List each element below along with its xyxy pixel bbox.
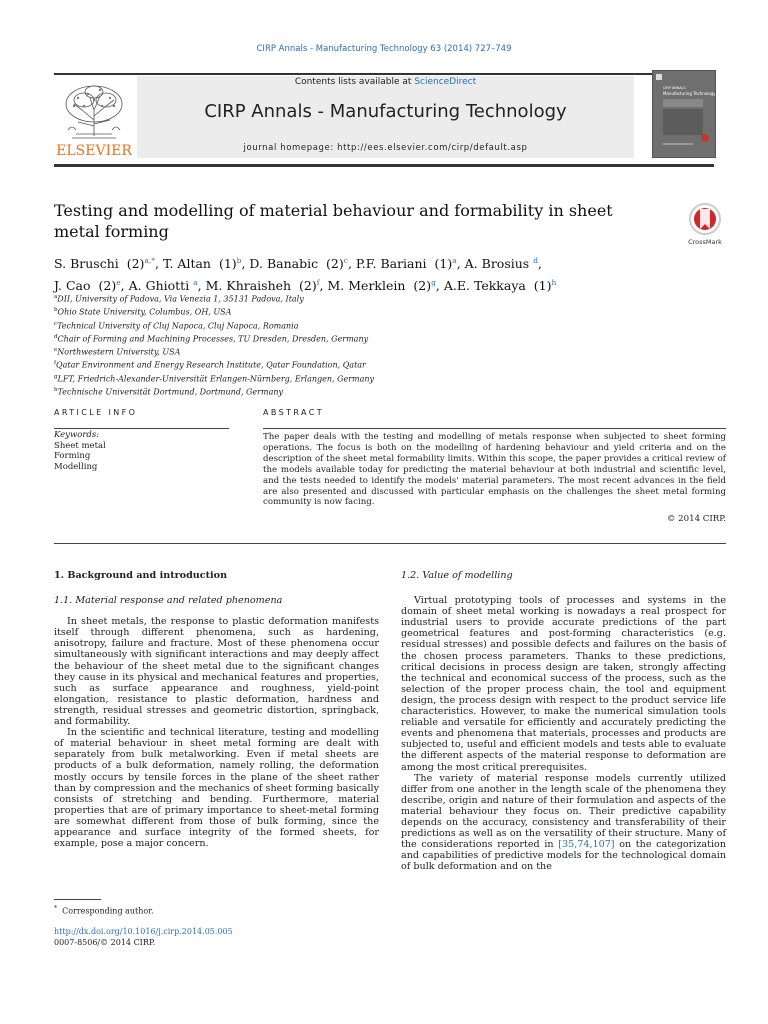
author-affiliation-mark[interactable]: c <box>343 256 348 265</box>
affiliation <box>54 332 714 345</box>
header-rule <box>54 73 714 75</box>
affiliation-key: a <box>54 294 58 300</box>
keyword: Forming <box>54 451 91 461</box>
affiliation <box>54 305 714 318</box>
corresponding-author-mark[interactable]: * <box>151 256 156 265</box>
author-rank: (2) <box>326 256 344 272</box>
body-paragraph: In the scientific and technical literature, testing and modelling of material behaviour in sheet metal forming are dealt with separately from bulk metalworking. Even if metal sheets are products of a bulk deformation, namely rolling, the deformation mostly occurs by tensile forces in the plane of the sheet rather than by compression and the mechanics of sheet forming basically consists of stretching and bending. Furthermore, material properties that are of primary importance to sheet-metal forming are somewhat different from those of bulk forming, since the appearance and surface integrity of the formed sheets, for example, pose a major concern. <box>54 727 379 850</box>
abstract-heading: ABSTRACT <box>263 408 325 417</box>
section-heading: 1. Background and introduction <box>54 570 228 581</box>
author-affiliation-mark[interactable]: g <box>431 278 436 288</box>
contents-line <box>137 77 634 87</box>
author-name: D. Banabic <box>249 256 319 272</box>
author-name: J. Cao <box>54 278 91 294</box>
body-column-left <box>54 560 379 849</box>
author-affiliation-mark[interactable]: a <box>193 278 198 288</box>
author-rank: (2) <box>98 278 117 294</box>
author-list <box>54 251 714 295</box>
body-paragraph: In sheet metals, the response to plastic deformation manifests itself through different phenomena, such as hardening, anisotropy, failure and fracture. Most of these phenomena occur simultaneously with significant interactions and may deeply affect the behaviour of the sheet metal due to the significant changes they cause in its physical and mechanical features and properties, such as surface appearance and roughness, yield-point elongation, resistance to plastic deformation, hardness and strength, residual stresses and geometric distortion, springback, and formability. <box>54 616 379 728</box>
affiliation-key: g <box>54 373 58 380</box>
elsevier-wordmark: ELSEVIER <box>56 143 132 158</box>
journal-reference-link[interactable]: CIRP Annals - Manufacturing Technology 63 (2014) 727–749 <box>256 44 512 54</box>
affiliation <box>54 372 714 385</box>
affiliation-text: Chair of Forming and Machining Processes, TU Dresden, Dresden, Germany <box>57 334 369 344</box>
sciencedirect-link[interactable]: ScienceDirect <box>414 77 477 87</box>
author: T. Altan $(1)^b$, <box>162 256 250 272</box>
header-rule-thick <box>54 164 714 167</box>
author-name: A.E. Tekkaya <box>443 278 526 294</box>
body-column-right <box>401 560 726 872</box>
author: M. Khraisheh $(2)^f$, <box>205 278 328 294</box>
author-affiliation-mark[interactable]: f <box>316 278 320 288</box>
abstract-rule <box>263 428 726 429</box>
cover-title-2: Manufacturing Technology <box>663 91 715 96</box>
author: M. Merklein $(2)^g$, <box>327 278 444 294</box>
author: A. Brosius $^d$, <box>464 256 542 272</box>
cover-title-1: CIRP ANNALS <box>663 86 686 90</box>
affiliation <box>54 358 714 371</box>
footnote-text: Corresponding author. <box>62 906 154 916</box>
author-affiliation-mark[interactable]: h <box>551 278 557 288</box>
author-name: A. Ghiotti <box>128 278 190 294</box>
affiliation-list <box>54 292 714 398</box>
affiliation <box>54 385 714 398</box>
contents-prefix: Contents lists available at <box>294 77 415 87</box>
footnote-mark: * <box>54 905 57 912</box>
journal-cover-thumbnail[interactable] <box>652 70 716 158</box>
affiliation-key: e <box>54 347 58 353</box>
affiliation-key: f <box>54 360 57 367</box>
author-rank: (2) <box>413 278 432 294</box>
journal-homepage[interactable]: journal homepage: http://ees.elsevier.com/cirp/default.asp <box>243 143 528 153</box>
body-paragraph: Virtual prototyping tools of processes and systems in the domain of sheet metal working is nowadays a real prospect for industrial users to provide accurate predictions of the part geometrical features and post-forming characteristics (e.g. residual stresses) and possible defects and failures on the basis of the chosen process parameters. Thanks to these predictions, critical decisions in process design are taken, strongly affecting the technical and economical success of the process, such as the selection of the proper process chain, the tool and equipment design, the process design with respect to the product service life characteristics. However, to make the numerical simulation tools reliable and versatile for efficiently and accurately predicting the events and phenomena that materials, processes and products are subjected to, useful and efficient models and tests able to evaluate the different aspects of the material response to deformation are among the most critical prerequisites. <box>401 595 726 773</box>
issn-line: 0007-8506/© 2014 CIRP. <box>54 938 156 947</box>
footnote-rule <box>54 899 101 900</box>
elsevier-logo[interactable] <box>54 76 134 158</box>
footnote <box>54 905 154 916</box>
affiliation <box>54 292 714 305</box>
paragraph-text: The variety of material response models currently utilized differ from one another in the length scale of the phenomena they describe, origin and nature of their formulation and aspects of the material behaviour they focus on. Their predictive capability depends on the accuracy, consistency and transferability of their predictions as well as on the versatility of their structure. Many of the considerations reported in <box>401 772 726 851</box>
author-affiliation-mark[interactable]: a, <box>144 256 152 265</box>
body-paragraph <box>401 773 726 873</box>
author-rank: (1) <box>533 278 552 294</box>
abstract-copyright: © 2014 CIRP. <box>666 514 726 524</box>
subsection-heading: 1.1. Material response and related phenomena <box>54 595 283 607</box>
affiliation-text: Ohio State University, Columbus, OH, USA <box>57 307 232 317</box>
author-rank: (1) <box>434 256 453 272</box>
affiliation-text: Technical University of Cluj Napoca, Cluj Napoca, Romania <box>57 321 299 331</box>
affiliation-text: Technische Universität Dortmund, Dortmund, Germany <box>57 387 284 397</box>
crossmark-icon <box>683 203 727 247</box>
author: A. Ghiotti $^a$, <box>128 278 206 294</box>
abstract-text: The paper deals with the testing and modelling of metals response when subjected to sheet forming operations. The focus is both on the modelling of hardening behaviour and yield criteria and on the description of the sheet metal formability limits. Within this scope, the paper provides a critical review of the models available today for predicting the material behaviour at both industrial and scientific level, and the tests needed to identify the models' material parameters. The most recent advances in the field are also presented and discussed with particular emphasis on the challenges the sheet metal forming community is now facing. <box>263 432 726 508</box>
crossmark-label: CrossMark <box>688 238 722 246</box>
author-name: A. Brosius <box>464 256 530 272</box>
author-rank: (2) <box>126 256 145 272</box>
paper-title: Testing and modelling of material behaviour and formability in sheet metal forming <box>54 201 613 241</box>
author: S. Bruschi $(2)^{a,*}$, <box>54 256 163 272</box>
author-name: S. Bruschi <box>54 256 119 272</box>
author-name: M. Khraisheh <box>205 278 292 294</box>
affiliation-text: Qatar Environment and Energy Research Institute, Qatar Foundation, Qatar <box>56 360 366 370</box>
doi-link[interactable]: http://dx.doi.org/10.1016/j.cirp.2014.05.005 <box>54 927 233 936</box>
affiliation <box>54 319 714 332</box>
author: P.F. Bariani $(1)^a$, <box>355 256 465 272</box>
affiliation <box>54 345 714 358</box>
author: J. Cao $(2)^e$, <box>54 278 129 294</box>
affiliation-text: DII, University of Padova, Via Venezia 1, 35131 Padova, Italy <box>57 294 304 304</box>
subsection-heading: 1.2. Value of modelling <box>401 570 513 581</box>
affiliation-key: h <box>54 386 58 393</box>
author-rank: (2) <box>299 278 317 294</box>
affiliation-text: Northwestern University, USA <box>57 347 181 357</box>
crossmark-badge[interactable] <box>683 203 727 247</box>
author-affiliation-mark[interactable]: b <box>236 256 242 265</box>
author: D. Banabic $(2)^c$, <box>249 256 356 272</box>
affiliation-key: d <box>54 333 58 340</box>
paragraph-text: on the categorization and capabilities of predictive models for the technological domain of bulk deformation and on the <box>401 839 726 873</box>
keyword: Modelling <box>54 461 98 472</box>
affiliation-text: LFT, Friedrich-Alexander-Universität Erlangen-Nürnberg, Erlangen, Germany <box>57 374 375 384</box>
author-name: T. Altan <box>162 256 211 272</box>
article-info-heading: ARTICLE INFO <box>54 408 138 417</box>
affiliation-key: c <box>54 320 58 327</box>
article-info-rule <box>54 428 229 429</box>
affiliation-key: b <box>54 307 58 314</box>
author-affiliation-mark[interactable]: a <box>452 256 457 265</box>
keywords-block <box>54 430 229 472</box>
author-affiliation-mark[interactable]: e <box>116 278 121 288</box>
citation-link[interactable]: [35,74,107] <box>558 839 615 851</box>
author-rank: (1) <box>218 256 237 272</box>
journal-title: CIRP Annals - Manufacturing Technology <box>204 101 567 122</box>
keyword: Sheet metal <box>54 440 106 451</box>
author-affiliation-mark[interactable]: d <box>533 256 539 265</box>
section-divider <box>54 543 726 544</box>
author-name: P.F. Bariani <box>355 256 427 272</box>
keywords-label: Keywords: <box>54 430 100 440</box>
elsevier-tree-icon <box>54 76 134 158</box>
author-name: M. Merklein <box>327 278 406 294</box>
